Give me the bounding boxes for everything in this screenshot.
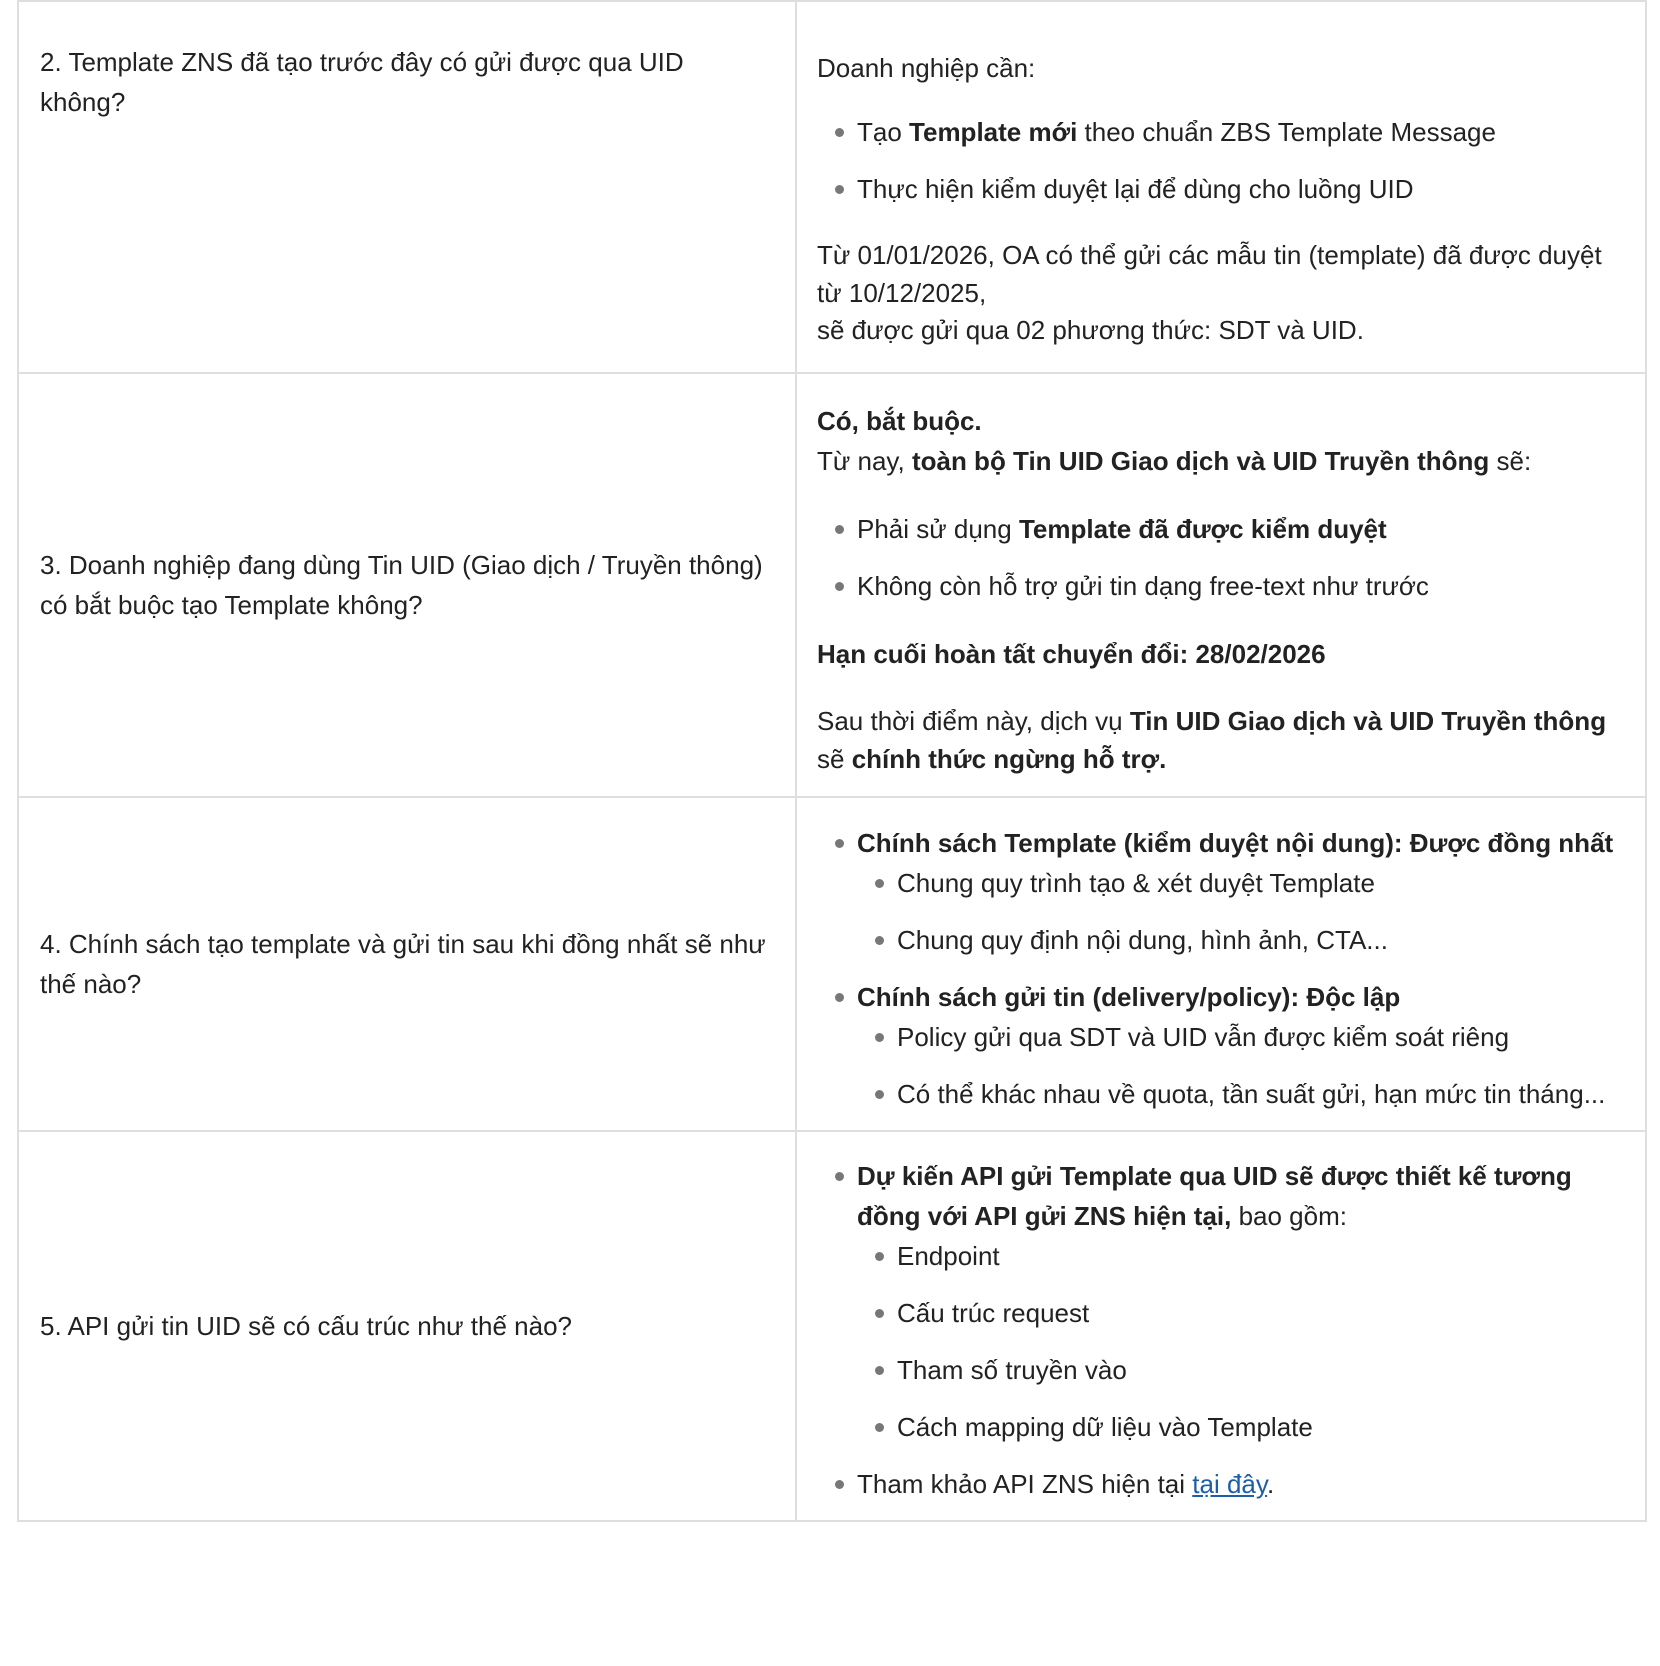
item-text: theo chuẩn ZBS Template Message — [1077, 117, 1496, 148]
sub-list-item — [857, 1236, 1621, 1276]
paragraph-line: Từ 01/01/2026, OA có thể gửi các mẫu tin (template) đã được duyệt từ 10/12/2025, — [817, 240, 1602, 308]
item-text: Policy gửi qua SDT và UID vẫn được kiểm soát riêng — [897, 1021, 1510, 1052]
answer-list — [817, 823, 1621, 1114]
item-text: Tạo — [857, 117, 910, 148]
sub-list-item — [857, 1350, 1621, 1390]
list-item — [817, 1156, 1621, 1447]
heading-bold: Có, bắt buộc. — [817, 405, 982, 436]
question-cell — [18, 797, 796, 1131]
answer-cell — [796, 1, 1646, 373]
answer-cell — [796, 373, 1646, 797]
faq-table — [17, 0, 1647, 1522]
question-text: 2. Template ZNS đã tạo trước đây có gửi được qua UID không? — [40, 47, 684, 117]
list-item — [817, 509, 1621, 549]
item-text: Không còn hỗ trợ gửi tin dạng free-text như trước — [857, 570, 1429, 601]
sub-list-item — [857, 1074, 1621, 1114]
paragraph-line: sẽ được gửi qua 02 phương thức: SDT và UID. — [817, 315, 1364, 346]
item-text: . — [1266, 1469, 1275, 1499]
item-text: Có thể khác nhau về quota, tần suất gửi, hạn mức tin tháng... — [897, 1078, 1606, 1109]
question-text: 3. Doanh nghiệp đang dùng Tin UID (Giao dịch / Truyền thông) có bắt buộc tạo Template không? — [40, 550, 763, 620]
paragraph-bold: Tin UID Giao dịch và UID Truyền thông — [1129, 705, 1607, 736]
question-cell — [18, 373, 796, 797]
reference-link[interactable]: tại đây — [1192, 1469, 1267, 1499]
sub-list-item — [857, 920, 1621, 960]
group-title: Chính sách gửi tin (delivery/policy): Độc lập — [857, 981, 1401, 1012]
sub-list-item — [857, 1407, 1621, 1447]
answer-heading — [817, 401, 1621, 441]
item-text: Tham khảo API ZNS hiện tại — [857, 1469, 1193, 1499]
faq-row — [18, 1131, 1646, 1521]
sub-list — [857, 1017, 1621, 1114]
answer-paragraph — [817, 237, 1621, 350]
item-text: Tham số truyền vào — [897, 1355, 1127, 1385]
answer-line — [817, 441, 1621, 481]
line-text: sẽ: — [1489, 445, 1532, 476]
item-text: bao gồm: — [1231, 1201, 1347, 1231]
faq-row — [18, 797, 1646, 1131]
item-text: Cách mapping dữ liệu vào Template — [897, 1412, 1313, 1442]
item-text: Chung quy định nội dung, hình ảnh, CTA... — [897, 924, 1388, 955]
item-bold: Dự kiến API gửi Template qua UID sẽ được thiết kế tương đồng với API gửi ZNS hiện tại, — [857, 1161, 1572, 1231]
answer-list — [817, 112, 1621, 209]
line-bold: toàn bộ Tin UID Giao dịch và UID Truyền thông — [911, 445, 1490, 476]
answer-intro: Doanh nghiệp cần: — [817, 53, 1036, 84]
sub-list — [857, 863, 1621, 960]
item-text: Chung quy trình tạo & xét duyệt Template — [897, 867, 1375, 898]
faq-row — [18, 373, 1646, 797]
sub-list-item — [857, 1293, 1621, 1333]
answer-paragraph — [817, 702, 1621, 778]
item-text: Thực hiện kiểm duyệt lại để dùng cho luồng UID — [857, 174, 1414, 205]
list-item — [817, 977, 1621, 1114]
item-text: Endpoint — [897, 1241, 1000, 1271]
item-bold: Template đã được kiểm duyệt — [1018, 513, 1387, 544]
paragraph-text: Sau thời điểm này, dịch vụ — [817, 705, 1130, 736]
list-item — [817, 823, 1621, 960]
question-cell — [18, 1131, 796, 1521]
answer-list — [817, 1156, 1621, 1504]
deadline-bold: Hạn cuối hoàn tất chuyển đổi: 28/02/2026 — [817, 638, 1326, 669]
group-title: Chính sách Template (kiểm duyệt nội dung): Được đồng nhất — [857, 827, 1614, 858]
paragraph-text: sẽ — [817, 743, 852, 774]
answer-list — [817, 509, 1621, 606]
sub-list-item — [857, 863, 1621, 903]
list-item — [817, 112, 1621, 152]
answer-cell — [796, 797, 1646, 1131]
question-text: 4. Chính sách tạo template và gửi tin sau khi đồng nhất sẽ như thế nào? — [40, 929, 766, 999]
sub-list — [857, 1236, 1621, 1447]
question-text: 5. API gửi tin UID sẽ có cấu trúc như thế nào? — [40, 1311, 572, 1341]
list-item — [817, 169, 1621, 209]
line-text: Từ nay, — [817, 445, 912, 476]
paragraph-bold: chính thức ngừng hỗ trợ. — [851, 743, 1167, 774]
item-text: Phải sử dụng — [857, 513, 1019, 544]
sub-list-item — [857, 1017, 1621, 1057]
item-bold: Template mới — [909, 117, 1078, 148]
item-text: Cấu trúc request — [897, 1298, 1090, 1328]
list-item — [817, 1464, 1621, 1504]
deadline-text — [817, 634, 1621, 674]
answer-cell — [796, 1131, 1646, 1521]
faq-row — [18, 1, 1646, 373]
list-item — [817, 566, 1621, 606]
question-cell — [18, 1, 796, 373]
spacer — [817, 674, 1621, 702]
